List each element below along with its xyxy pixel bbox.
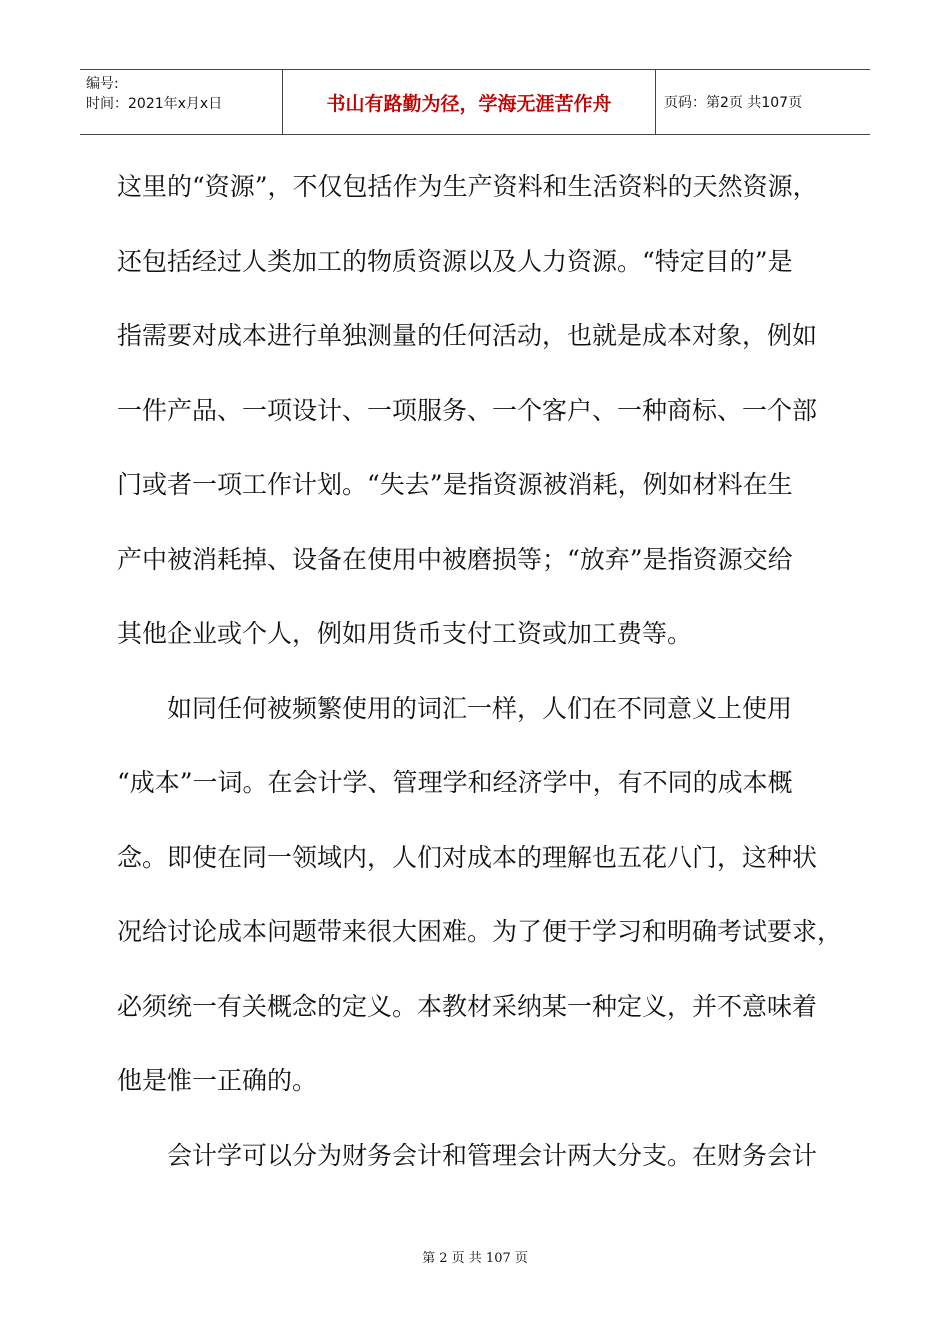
body-line: 必须统一有关概念的定义。本教材采纳某一种定义，并不意味着	[117, 991, 818, 1021]
body-line: 其他企业或个人，例如用货币支付工资或加工费等。	[117, 619, 693, 648]
time-label: 时间：2021年x月x日	[86, 96, 223, 112]
page-footer: 第 2 页 共 107 页	[422, 1251, 528, 1266]
body-line: 产中被消耗掉、设备在使用中被磨损等；“放弃”是指资源交给	[117, 544, 793, 574]
body-line: 门或者一项工作计划。“失去”是指资源被消耗，例如材料在生	[117, 470, 793, 499]
body-line: 他是惟一正确的。	[117, 1066, 318, 1095]
body-line: 这里的“资源”，不仅包括作为生产资料和生活资料的天然资源，	[117, 172, 818, 201]
document-body	[117, 150, 862, 1193]
body-line: 况给讨论成本问题带来很大困难。为了便于学习和明确考试要求，	[117, 917, 843, 946]
body-line: 如同任何被频繁使用的词汇一样，人们在不同意义上使用	[167, 693, 793, 723]
body-line: 指需要对成本进行单独测量的任何活动，也就是成本对象，例如	[117, 321, 818, 350]
header-motto: 书山有路勤为径，学海无涯苦作舟	[282, 70, 656, 134]
serial-label: 编号:	[86, 76, 119, 92]
body-line: 会计学可以分为财务会计和管理会计两大分支。在财务会计	[167, 1140, 818, 1170]
body-line: 念。即使在同一领域内，人们对成本的理解也五花八门，这种状	[117, 842, 818, 872]
body-line: 还包括经过人类加工的物质资源以及人力资源。“特定目的”是	[117, 246, 793, 276]
header-page-label: 页码：第2页 共107页	[664, 95, 803, 111]
body-line: 一件产品、一项设计、一项服务、一个客户、一种商标、一个部	[117, 395, 818, 425]
header-info-cell	[80, 70, 282, 134]
document-header	[80, 69, 870, 135]
body-line: “成本”一词。在会计学、管理学和经济学中，有不同的成本概	[117, 768, 793, 797]
